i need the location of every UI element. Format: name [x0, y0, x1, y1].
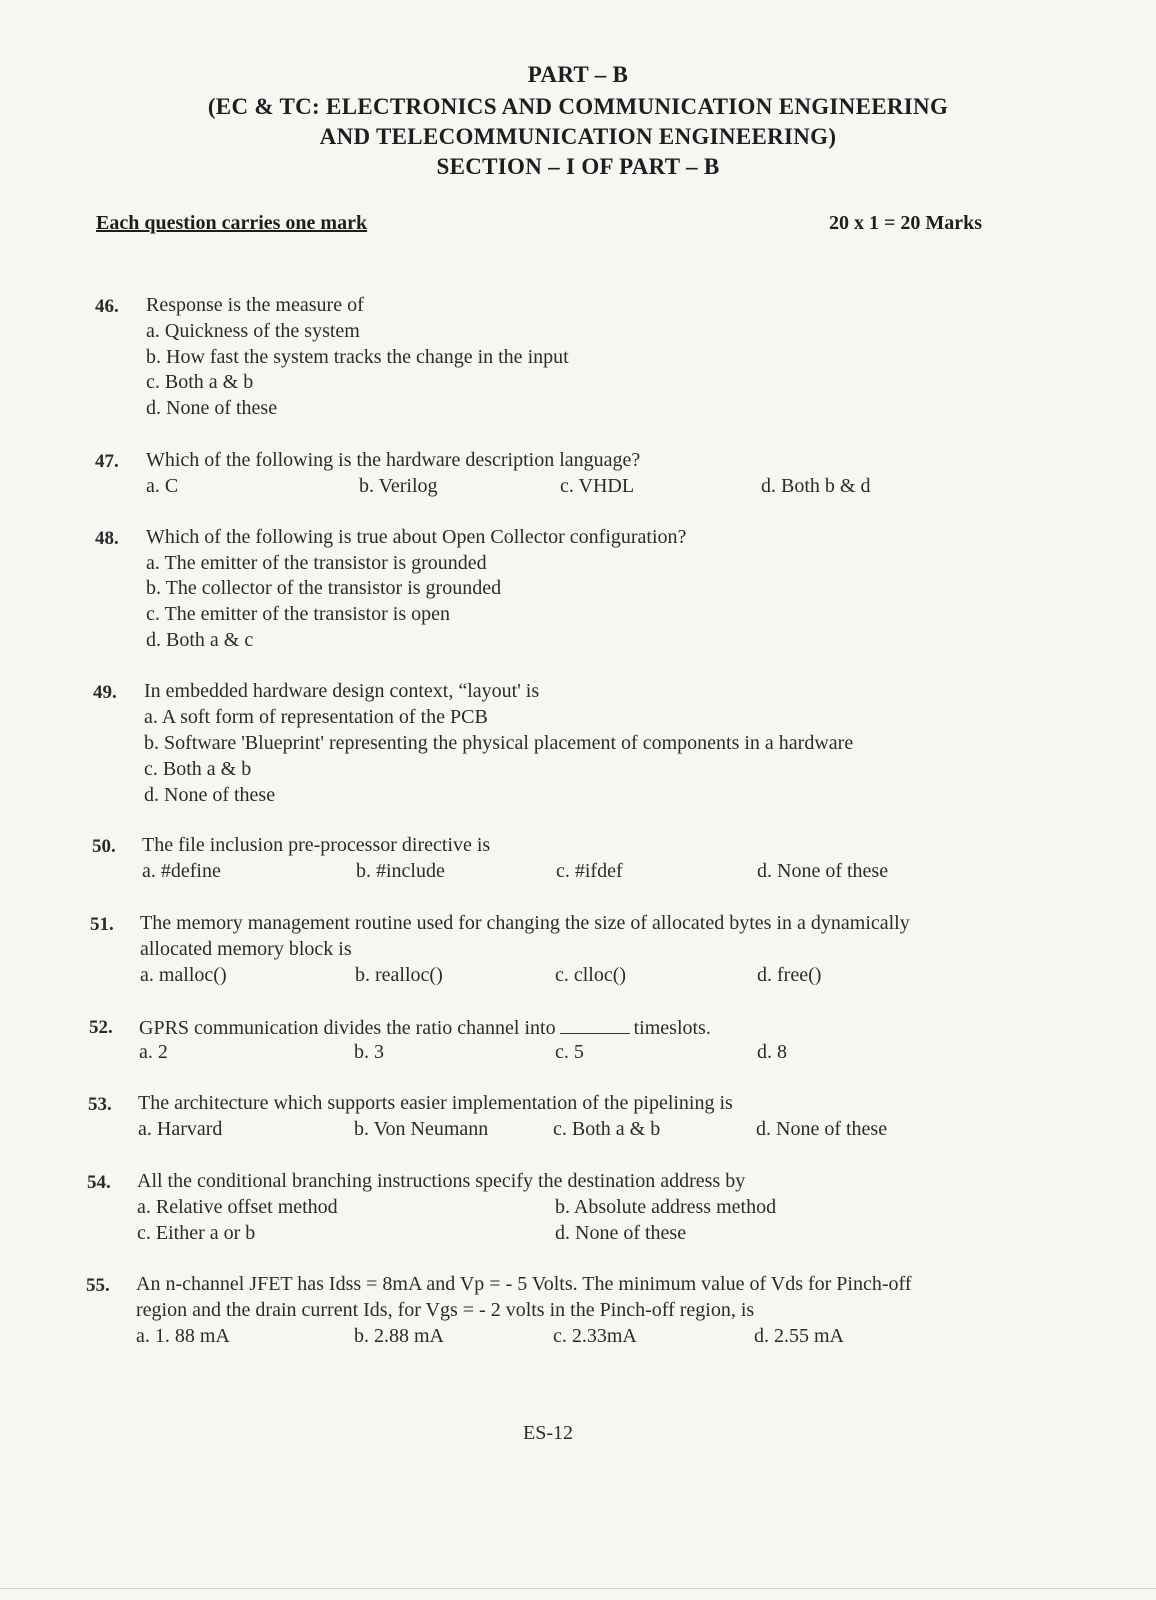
option-c: c. The emitter of the transistor is open [146, 603, 450, 625]
question-text: The architecture which supports easier implementation of the pipelining is [138, 1092, 733, 1114]
answer-blank [560, 1015, 630, 1034]
option-b: b. Von Neumann [354, 1118, 489, 1140]
question-text-cont: region and the drain current Ids, for Vgs = - 2 volts in the Pinch-off region, is [136, 1299, 755, 1321]
option-c: c. VHDL [560, 475, 635, 497]
option-d: d. None of these [555, 1222, 687, 1244]
scan-edge-line [0, 1588, 1156, 1589]
question-text-before: GPRS communication divides the ratio channel into [139, 1017, 556, 1039]
option-b: b. 3 [354, 1041, 384, 1063]
option-d: d. None of these [757, 860, 889, 882]
option-a: a. Quickness of the system [146, 320, 360, 342]
question-text-after: timeslots. [633, 1017, 711, 1039]
option-c: c. clloc() [555, 964, 627, 986]
option-b: b. 2.88 mA [354, 1325, 444, 1347]
question-text: In embedded hardware design context, “layout' is [144, 680, 540, 702]
option-d: d. Both a & c [146, 629, 254, 651]
question-number: 48. [95, 528, 119, 549]
option-c: c. Both a & b [144, 758, 252, 780]
question-number: 51. [90, 914, 114, 935]
option-c: c. 5 [555, 1041, 584, 1063]
option-a: a. #define [142, 860, 221, 882]
option-d: d. 8 [757, 1041, 787, 1063]
option-d: d. None of these [146, 397, 278, 419]
question-number: 52. [89, 1017, 113, 1038]
option-b: b. realloc() [355, 964, 443, 986]
marks-total: 20 x 1 = 20 Marks [829, 212, 983, 234]
question-text: An n-channel JFET has Idss = 8mA and Vp = - 5 Volts. The minimum value of Vds for Pinch-off [136, 1273, 912, 1295]
question-text: Which of the following is true about Open Collector configuration? [146, 526, 687, 548]
option-c: c. Both a & b [553, 1118, 661, 1140]
option-b: b. #include [356, 860, 445, 882]
question-number: 54. [87, 1172, 111, 1193]
option-d: d. None of these [144, 784, 276, 806]
option-d: d. 2.55 mA [754, 1325, 844, 1347]
question-text: The memory management routine used for changing the size of allocated bytes in a dynamically [140, 912, 910, 934]
option-b: b. Verilog [359, 475, 438, 497]
option-a: a. The emitter of the transistor is grounded [146, 552, 487, 574]
subject-line-1: (EC & TC: ELECTRONICS AND COMMUNICATION ENGINEERING [207, 94, 949, 119]
question-text: Response is the measure of [146, 294, 364, 316]
question-number: 53. [88, 1094, 112, 1115]
question-number: 46. [95, 296, 119, 317]
section-heading: SECTION – I OF PART – B [436, 154, 720, 179]
question-text-cont: allocated memory block is [140, 938, 352, 960]
option-d: d. free() [757, 964, 822, 986]
option-b: b. The collector of the transistor is grounded [146, 577, 502, 599]
option-c: c. Either a or b [137, 1222, 256, 1244]
option-b: b. Absolute address method [555, 1196, 777, 1218]
page-code: ES-12 [523, 1422, 573, 1444]
question-number: 50. [92, 836, 116, 857]
option-c: c. 2.33mA [553, 1325, 637, 1347]
option-d: d. None of these [756, 1118, 888, 1140]
marking-note: Each question carries one mark [96, 212, 368, 234]
subject-line-2: AND TELECOMMUNICATION ENGINEERING) [319, 124, 837, 149]
option-a: a. C [146, 475, 179, 497]
option-d: d. Both b & d [761, 475, 871, 497]
question-number: 55. [86, 1275, 110, 1296]
option-c: c. #ifdef [556, 860, 623, 882]
part-heading: PART – B [527, 62, 629, 87]
option-a: a. Relative offset method [137, 1196, 338, 1218]
option-a: a. A soft form of representation of the PCB [144, 706, 488, 728]
question-text: The file inclusion pre-processor directive is [142, 834, 491, 856]
question-number: 47. [95, 451, 119, 472]
option-a: a. malloc() [140, 964, 227, 986]
option-a: a. Harvard [138, 1118, 223, 1140]
question-text: Which of the following is the hardware description language? [146, 449, 641, 471]
option-b: b. How fast the system tracks the change in the input [146, 346, 569, 368]
option-a: a. 2 [139, 1041, 168, 1063]
question-number: 49. [93, 682, 117, 703]
option-b: b. Software 'Blueprint' representing the physical placement of components in a hardware [144, 732, 854, 754]
option-a: a. 1. 88 mA [136, 1325, 230, 1347]
question-text [139, 1015, 711, 1040]
option-c: c. Both a & b [146, 371, 254, 393]
question-text: All the conditional branching instructions specify the destination address by [137, 1170, 746, 1192]
